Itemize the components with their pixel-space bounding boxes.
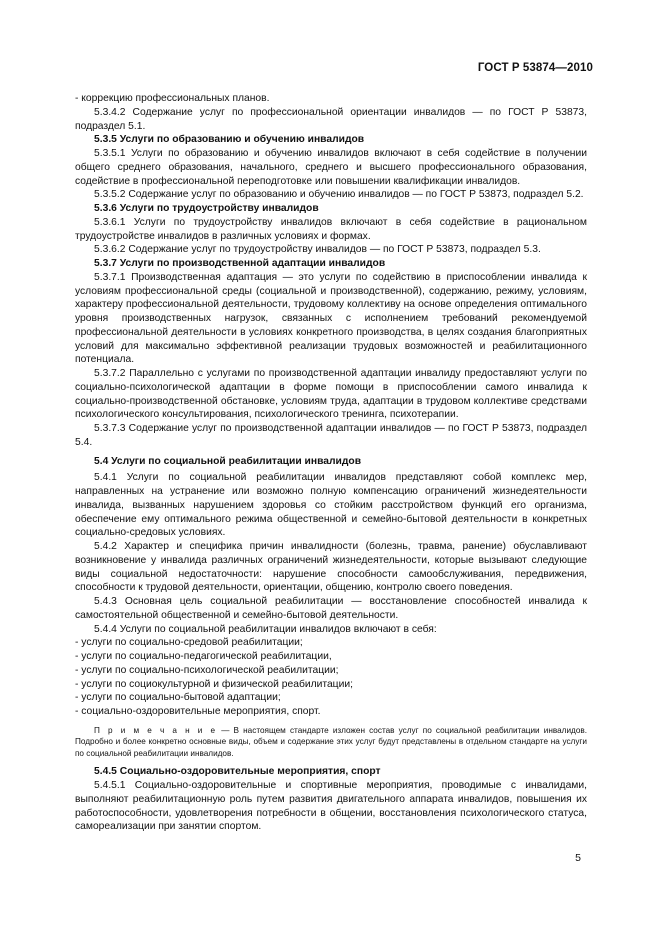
list-item: - коррекцию профессиональных планов.: [75, 93, 270, 104]
paragraph: 5.4.1 Услуги по социальной реабилитации инвалидов представляют собой комплекс мер, направленных на устранение или возможно полную компенсацию ограничений жизнедеятельности инвалида, вызванных нарушением здоровья со стойким расстройством функций его организма, обеспечение ему оптимального режима общественной и семейно-бытовой деятельности в конкретных социально-средовых условиях.: [75, 472, 587, 539]
note-lead: П р и м е ч а н и е: [94, 725, 218, 735]
paragraph: 5.3.6.1 Услуги по трудоустройству инвалидов включают в себя содействие в рациональном трудоустройстве инвалидов в различных условиях и формах.: [75, 216, 587, 242]
section-heading: 5.3.7 Услуги по производственной адаптации инвалидов: [94, 258, 386, 269]
list-item: - услуги по социально-психологической реабилитации;: [75, 664, 339, 676]
paragraph: 5.4.4 Услуги по социальной реабилитации инвалидов включают в себя:: [94, 623, 437, 635]
document-id: ГОСТ Р 53874—2010: [477, 62, 593, 74]
list-item: - услуги по социально-педагогической реабилитации,: [75, 651, 332, 662]
list-item: - социально-оздоровительные мероприятия, спорт.: [75, 706, 321, 717]
list-item: - услуги по социально-средовой реабилитации;: [75, 637, 303, 649]
paragraph: 5.3.7.3 Содержание услуг по производственной адаптации инвалидов — по ГОСТ Р 53873, подраздел 5.4.: [75, 423, 587, 448]
section-heading: 5.3.5 Услуги по образованию и обучению инвалидов: [94, 134, 365, 146]
page-number: 5: [575, 852, 581, 864]
paragraph: 5.3.6.2 Содержание услуг по трудоустройству инвалидов — по ГОСТ Р 53873, подраздел 5.3.: [94, 244, 541, 256]
paragraph: 5.3.5.2 Содержание услуг по образованию и обучению инвалидов — по ГОСТ Р 53873, подраздел 5.2.: [94, 189, 584, 201]
note-paragraph: [75, 725, 587, 760]
paragraph: 5.3.5.1 Услуги по образованию и обучению инвалидов включают в себя содействие в получении общего среднего образования, начального, среднего и высшего профессионального образования, содействие в профессиональной переподготовке или повышении квалификации инвалидов.: [75, 148, 587, 187]
list-item: - услуги по социокультурной и физической реабилитации;: [75, 678, 353, 690]
paragraph: 5.3.4.2 Содержание услуг по профессиональной ориентации инвалидов — по ГОСТ Р 53873, подраздел 5.1.: [75, 106, 587, 132]
paragraph: 5.4.2 Характер и специфика причин инвалидности (болезнь, травма, ранение) обуславливают возникновение у инвалида различных ограничений жизнедеятельности, которые вызывают следующие виды социальной недостаточности: нарушение способности самообслуживания, передвижения, способности к трудовой деятельности, ориентации, общению, контролю своего поведения.: [75, 541, 587, 594]
section-heading: 5.3.6 Услуги по трудоустройству инвалидов: [94, 203, 319, 214]
paragraph: 5.4.3 Основная цель социальной реабилитации — восстановление способностей инвалида к самостоятельной общественной и семейно-бытовой деятельности.: [75, 596, 587, 621]
paragraph: 5.3.7.2 Параллельно с услугами по производственной адаптации инвалиду предоставляют услуги по социально-психологической адаптации в форме помощи в приспособлении самого инвалида к социально-производственной обстановке, условиям труда, адаптации в трудовом коллективе средствами психологического консультирования, психологического тренинга, психотерапии.: [75, 368, 587, 421]
paragraph: 5.4.5.1 Социально-оздоровительные и спортивные мероприятия, проводимые с инвалидами, выполняют реабилитационную роль путем развития двигательного аппарата инвалидов, повышения их работоспособности, удовлетворения потребности в общении, восстановления психологического статуса, самореализации при занятии спортом.: [75, 780, 587, 833]
note-text: — В настоящем стандарте изложен состав услуг по социальной реабилитации инвалидов. Подробно и более конкретно основные виды, объем и содержание этих услуг будут представлены в отдельном стандарте на услуги по социальной реабилитации инвалидов.: [75, 725, 587, 758]
section-heading: 5.4.5 Социально-оздоровительные мероприятия, спорт: [94, 766, 381, 778]
section-heading: 5.4 Услуги по социальной реабилитации инвалидов: [94, 455, 362, 467]
document-body: [75, 92, 587, 834]
list-item: - услуги по социально-бытовой адаптации;: [75, 692, 281, 704]
paragraph: 5.3.7.1 Производственная адаптация — это услуги по содействию в приспособлении инвалида к условиям профессиональной среды (социальной и производственной), содержанию, режиму, условиям, характеру профессиональной деятельности, трудовому коллективу на основе определения оптимального уровня производственных нагрузок, связанных с исполнением требований рекомендуемой профессиональной деятельности в условиях конкретного производства, в целях создания благоприятных условий для максимально эффективной реализации трудовых возможностей и реабилитационного потенциала.: [75, 271, 587, 366]
